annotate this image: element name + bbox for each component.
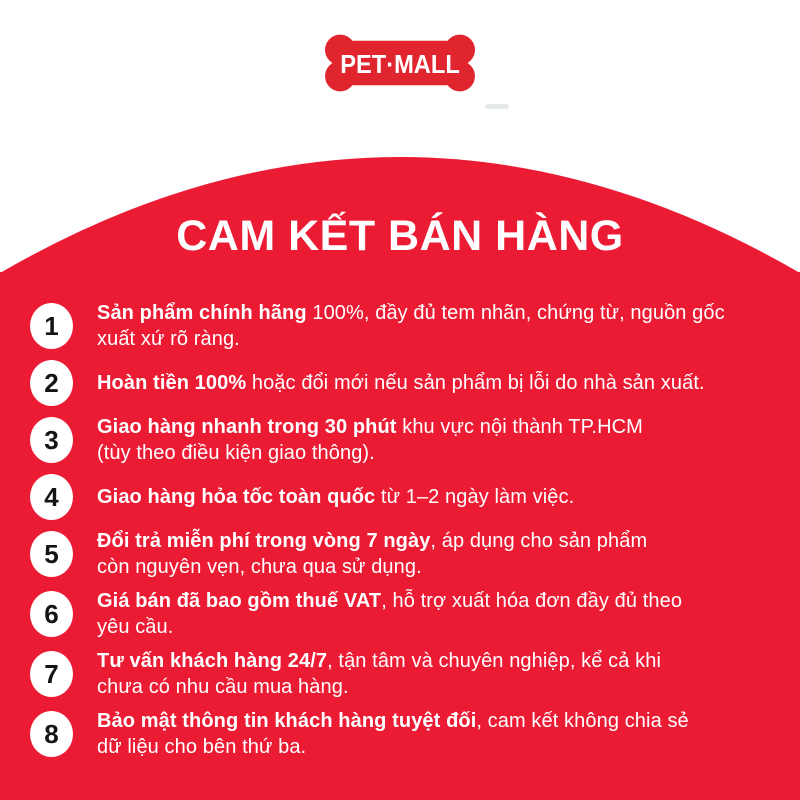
commitment-text (97, 528, 647, 580)
commitment-bold-text: Giá bán đã bao gồm thuế VAT (97, 590, 382, 612)
item-number-badge: 2 (30, 360, 73, 406)
commitments-list (30, 300, 772, 768)
commitment-regular-text: từ 1–2 ngày làm việc. (375, 486, 575, 508)
gray-smudge-mark (485, 104, 509, 109)
commitment-row (30, 528, 772, 580)
commitment-text (97, 588, 682, 640)
bone-logo-icon (324, 33, 476, 93)
commitment-text (97, 708, 689, 760)
item-number-badge: 7 (30, 651, 73, 697)
commitment-bold-text: Đổi trả miễn phí trong vòng 7 ngày (97, 530, 431, 552)
logo-text: PET·MALL (340, 49, 460, 80)
commitment-row (30, 414, 772, 466)
commitment-regular-text: 100%, đầy đủ tem nhãn, chứng từ, nguồn gốc (306, 302, 725, 324)
commitment-bold-text: Hoàn tiền 100% (97, 372, 247, 394)
commitment-row (30, 474, 772, 520)
item-number-badge: 5 (30, 531, 73, 577)
commitment-text (97, 370, 705, 396)
commitment-regular-text: , cam kết không chia sẻ (476, 710, 689, 732)
commitment-regular-text: hoặc đổi mới nếu sản phẩm bị lỗi do nhà sản xuất. (246, 372, 705, 394)
commitment-row (30, 300, 772, 352)
item-number-badge: 6 (30, 591, 73, 637)
commitment-regular-text: yêu cầu. (97, 616, 174, 638)
petmall-logo (324, 33, 476, 93)
commitment-regular-text: chưa có nhu cầu mua hàng. (97, 676, 349, 698)
item-number-badge: 1 (30, 303, 73, 349)
page-title: CAM KẾT BÁN HÀNG (176, 212, 624, 260)
commitment-regular-text: khu vực nội thành TP.HCM (396, 416, 643, 438)
commitment-text (97, 300, 725, 352)
commitment-regular-text: , tận tâm và chuyên nghiệp, kể cả khi (327, 650, 661, 672)
commitment-regular-text: (tùy theo điều kiện giao thông). (97, 442, 375, 464)
commitment-row (30, 588, 772, 640)
commitment-regular-text: , áp dụng cho sản phẩm (430, 530, 648, 552)
commitment-row (30, 648, 772, 700)
item-number-badge: 3 (30, 417, 73, 463)
commitment-bold-text: Bảo mật thông tin khách hàng tuyệt đối (97, 710, 477, 732)
commitment-regular-text: còn nguyên vẹn, chưa qua sử dụng. (97, 556, 422, 578)
commitment-regular-text: dữ liệu cho bên thứ ba. (97, 736, 307, 758)
commitment-regular-text: xuất xứ rõ ràng. (97, 328, 240, 350)
commitment-text (97, 414, 643, 466)
commitment-text (97, 484, 574, 510)
commitment-row (30, 360, 772, 406)
commitment-bold-text: Giao hàng nhanh trong 30 phút (97, 416, 397, 438)
commitment-text (97, 648, 661, 700)
commitment-bold-text: Tư vấn khách hàng 24/7 (97, 650, 328, 672)
item-number-badge: 8 (30, 711, 73, 757)
item-number-badge: 4 (30, 474, 73, 520)
commitment-regular-text: , hỗ trợ xuất hóa đơn đầy đủ theo (381, 590, 683, 612)
commitment-bold-text: Sản phẩm chính hãng (97, 302, 307, 324)
commitment-bold-text: Giao hàng hỏa tốc toàn quốc (97, 486, 376, 508)
commitment-row (30, 708, 772, 760)
